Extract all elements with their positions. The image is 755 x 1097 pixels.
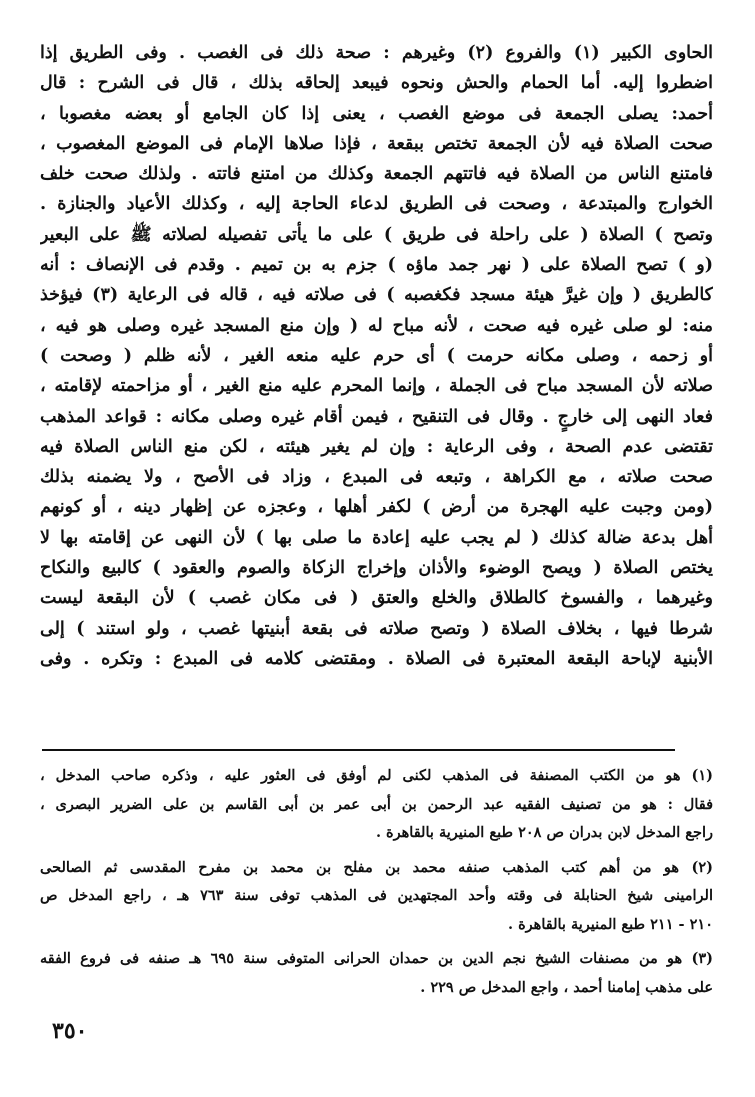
footnote-line: فقال : هو من تصنيف الفقيه عبد الرحمن بن أبى عمر بن أبى القاسم بن على الضرير البصرى ،	[40, 795, 713, 813]
text-line: شرطا فيها ، بخلاف الصلاة ( وتصح صلاته فى بقعة أبنيتها غصب ، ولو استند ) إلى	[40, 618, 713, 639]
text-line: وغيرهما ، والفسوخ كالطلاق والخلع والعتق ( فى مكان غصب ) لأن البقعة ليست	[40, 588, 713, 609]
text-line: صلاته لأن المسجد مباح فى الجملة ، وإنما المحرم عليه منع الغير ، أو مزاحمته لإقامته ،	[40, 376, 713, 397]
text-line: الخوارج والمبتدعة ، وصحت فى الطريق لدعاء الحاجة إليه ، وكذلك الأعياد والجنازة .	[40, 194, 713, 215]
text-line: فعاد النهى إلى خارجٍ . وقال فى التنقيح ، فيمن أقام غيره وصلى مكانه : قواعد المذهب	[40, 406, 713, 427]
text-line: كالطريق ( وإن غيرَّ هيئة مسجد فكغصبه ) فى صلاته فيه ، قاله فى الرعاية (٣) فيؤخذ	[40, 285, 713, 306]
text-line: (و ) تصح الصلاة على ( نهر جمد ماؤه ) جزم به بن تميم . وقدم فى الإنصاف : أنه	[40, 255, 713, 276]
footnote-3	[40, 945, 713, 1002]
footnote-line: على مذهب إمامنا أحمد ، واجع المدخل ص ٢٢٩ .	[420, 978, 713, 996]
text-line: صحت الصلاة فيه لأن الجمعة تختص ببقعة ، فإذا صلاها الإمام فى الموضع المغصوب ،	[40, 133, 713, 154]
text-line: فامتنع الناس من الصلاة فيه فاتتهم الجمعة وكذلك من امتنع فاتته . ولذلك صحت خلف	[40, 164, 713, 185]
footnotes	[40, 762, 713, 1008]
text-line: أحمد: يصلى الجمعة فى موضع الغصب ، يعنى إذا كان الجامع أو بعضه مغصوبا ،	[40, 103, 713, 124]
footnote-line: (٢) هو من أهم كتب المذهب صنفه محمد بن مفلح بن محمد بن مفرح المقدسى ثم الصالحى	[40, 858, 713, 876]
main-text	[40, 38, 713, 674]
footnote-line: (٣) هو من مصنفات الشيخ نجم الدين بن حمدان الحرانى المتوفى سنة ٦٩٥ هـ صنفه فى فروع الفقه	[40, 950, 713, 967]
footnote-2	[40, 854, 713, 940]
footnote-1	[40, 762, 713, 848]
text-line: منه: لو صلى غيره فيه صحت ، لأنه مباح له ( وإن منع المسجد غيره وصلى هو فيه ،	[40, 315, 713, 336]
text-line: صحت صلاته ، مع الكراهة ، وتبعه فى المبدع ، وزاد فى الأصح ، ولا يضمنه بذلك	[40, 467, 713, 488]
text-line: الأبنية لإباحة البقعة المعتبرة فى الصلاة . ومقتضى كلامه فى المبدع : وتكره . وفى	[40, 648, 713, 669]
footnote-separator	[42, 749, 675, 751]
footnote-line: راجع المدخل لابن بدران ص ٢٠٨ طبع المنيرية بالقاهرة .	[375, 824, 713, 841]
text-line: يختص الصلاة ( ويصح الوضوء والأذان وإخراج الزكاة والصوم والعقود ) كالبيع والنكاح	[40, 558, 713, 579]
footnote-line: ٢١٠ - ٢١١ طبع المنيرية بالقاهرة .	[507, 915, 713, 933]
text-line: أهل بدعة ضالة كذلك ( لم يجب عليه إعادة ما صلى بها ) لأن النهى عن إقامته بها لا	[40, 527, 713, 548]
page-number: ٣٥٠	[52, 1018, 88, 1044]
text-line: أو زحمه ، وصلى مكانه حرمت ) أى حرم عليه منعه الغير ، لأنه ظلم ( وصحت )	[40, 345, 713, 366]
footnote-line: الرامينى شيخ الحنابلة فى وقته وأحد المجتهدين فى المذهب توفى سنة ٧٦٣ هـ ، راجع المدخل ص	[40, 887, 713, 904]
text-line: وتصح ) الصلاة ( على راحلة فى طريق ) على ما يأتى تفصيله لصلاته ﷺ على البعير	[40, 224, 713, 245]
footnote-line: (١) هو من الكتب المصنفة فى المذهب لكنى لم أوفق فى العثور عليه ، وذكره صاحب المدخل ،	[40, 767, 713, 784]
text-line: تقتضى عدم الصحة ، وفى الرعاية : وإن لم يغير هيئته ، لكن منع الناس الصلاة فيه	[40, 436, 713, 457]
text-line: (ومن وجبت عليه الهجرة من أرض ) لكفر أهلها ، وعجزه عن إظهار دينه ، أو كونهم	[40, 497, 713, 518]
text-line: اضطروا إليه. أما الحمام والحش ونحوه فيبعد إلحاقه بذلك ، قال فى الشرح : قال	[40, 73, 713, 94]
text-line: الحاوى الكبير (١) والفروع (٢) وغيرهم : صحة ذلك فى الغصب . وفى الطريق إذا	[40, 43, 713, 63]
